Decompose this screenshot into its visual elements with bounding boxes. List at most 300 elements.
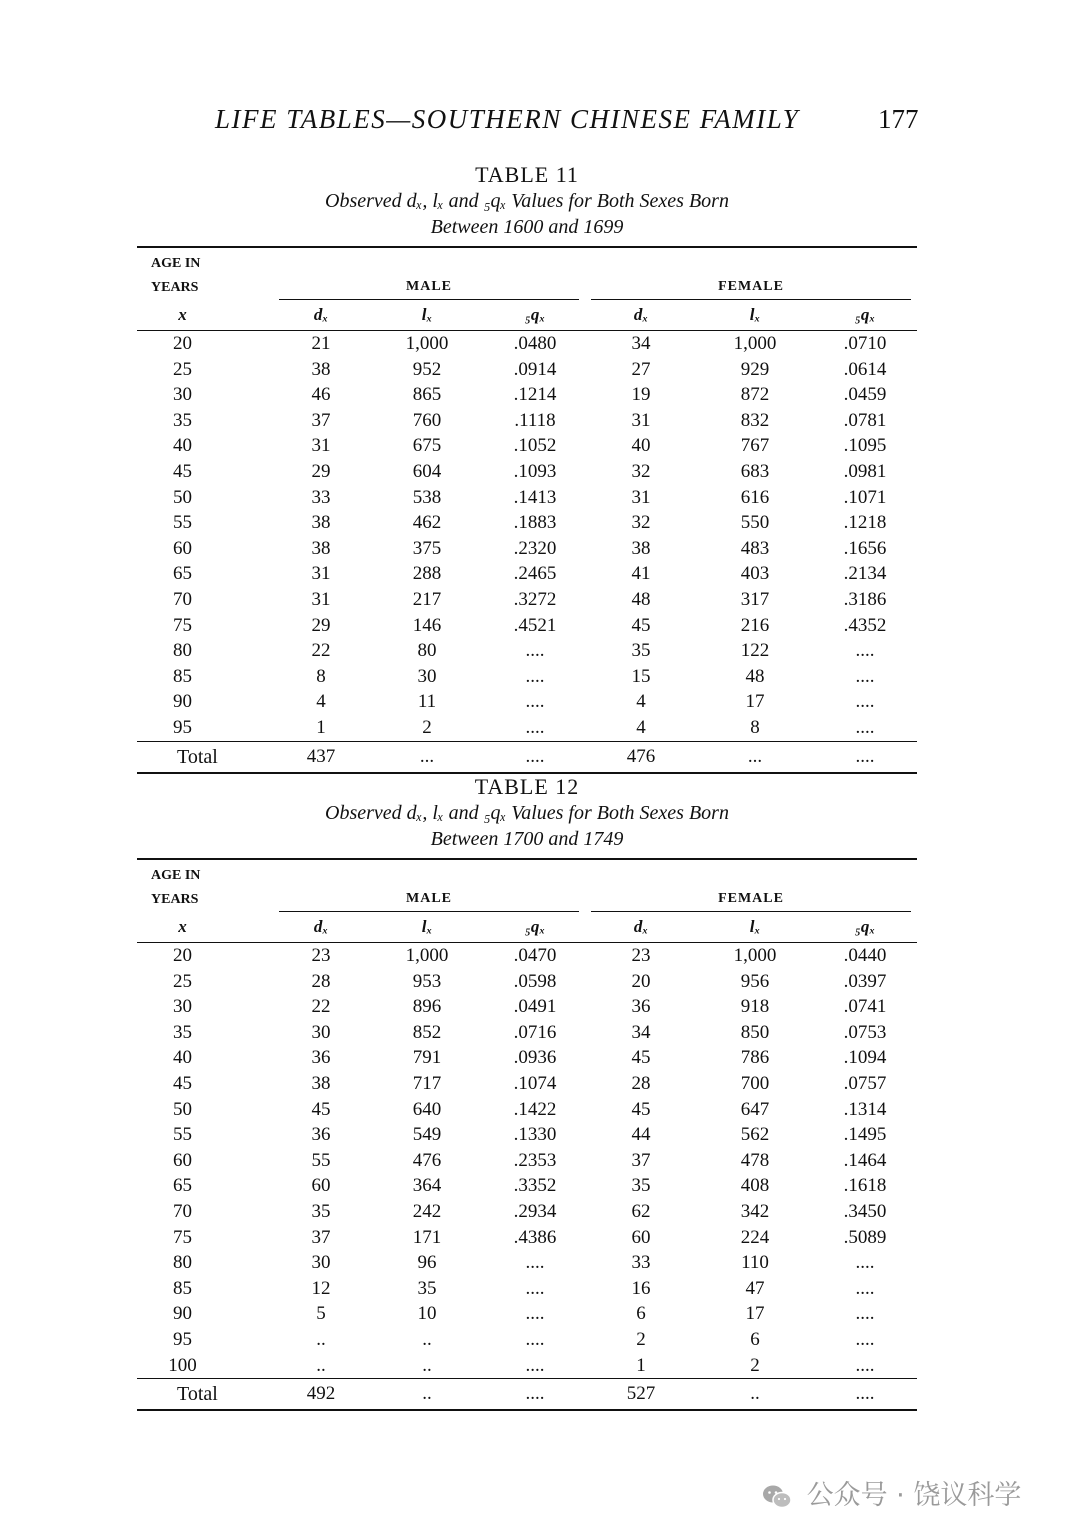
male-q-cell: .... xyxy=(525,665,545,687)
male-q-cell: .4521 xyxy=(513,614,557,636)
female-d-cell: 62 xyxy=(631,1200,651,1222)
female-d-header: dₓ xyxy=(585,912,697,943)
table-12-body xyxy=(137,943,917,1411)
male-q-header: ₅qₓ xyxy=(485,912,585,943)
age-cell: 30 xyxy=(173,384,192,406)
male-q-cell: .1422 xyxy=(513,1098,557,1120)
male-q-cell: .... xyxy=(525,1328,545,1350)
female-d-cell: 34 xyxy=(631,333,651,354)
female-d-cell: 28 xyxy=(631,1072,651,1094)
table-12-caption xyxy=(137,774,917,852)
male-d-cell: 1 xyxy=(316,716,326,738)
age-cell: 65 xyxy=(173,1175,192,1197)
female-d-cell: 34 xyxy=(631,1021,651,1043)
age-header-line2: YEARS xyxy=(151,280,199,295)
male-q-cell: .0914 xyxy=(513,358,557,380)
table-12 xyxy=(137,858,917,1411)
female-q-cell: .1071 xyxy=(843,486,887,508)
female-d-cell: 33 xyxy=(631,1252,651,1274)
female-l-header: lₓ xyxy=(697,300,813,331)
table-row xyxy=(137,943,917,969)
male-q-cell: .0598 xyxy=(513,970,557,992)
female-q-cell: .... xyxy=(855,1328,875,1350)
female-q-cell: .4352 xyxy=(843,614,887,636)
age-header-line1: AGE IN xyxy=(151,256,201,271)
table-row xyxy=(137,1225,917,1251)
male-q-cell: .2353 xyxy=(513,1149,557,1171)
age-cell: 50 xyxy=(173,1098,192,1120)
male-l-cell: 896 xyxy=(412,996,442,1018)
male-d-cell: .. xyxy=(316,1354,326,1376)
age-cell: 80 xyxy=(173,1252,192,1274)
age-cell: 85 xyxy=(173,1277,192,1299)
table-row xyxy=(137,1122,917,1148)
table-row xyxy=(137,1071,917,1097)
female-l-cell: 17 xyxy=(745,1303,765,1325)
female-q-cell: .1464 xyxy=(843,1149,887,1171)
male-l-cell: 35 xyxy=(417,1277,437,1299)
age-cell: 35 xyxy=(173,409,192,431)
male-q-cell: .3272 xyxy=(513,588,557,610)
female-l-cell: 872 xyxy=(740,384,770,406)
table-row xyxy=(137,1020,917,1046)
male-l-cell: 760 xyxy=(412,409,442,431)
male-l-cell: 10 xyxy=(417,1303,437,1325)
total-label: Total xyxy=(137,741,273,773)
female-d-cell: 37 xyxy=(631,1149,651,1171)
female-q-cell: .... xyxy=(855,1354,875,1376)
table-12-label: TABLE 12 xyxy=(474,774,580,799)
male-q-cell: .1883 xyxy=(513,512,557,534)
female-l-cell: 403 xyxy=(740,563,770,585)
female-q-header: ₅qₓ xyxy=(813,912,917,943)
female-l-cell: 408 xyxy=(740,1175,770,1197)
male-l-cell: 717 xyxy=(412,1072,442,1094)
male-l-cell: 953 xyxy=(412,970,442,992)
male-l-cell: 865 xyxy=(412,384,442,406)
male-q-cell: .... xyxy=(525,1252,545,1274)
age-cell: 20 xyxy=(173,945,192,966)
female-q-cell: .3450 xyxy=(843,1200,887,1222)
male-d-cell: 36 xyxy=(311,1124,331,1146)
table-11-subtitle-line1: Observed dₓ, lₓ and ₅qₓ Values for Both Sexes Born xyxy=(325,190,729,212)
table-12-subtitle-line2: Between 1700 and 1749 xyxy=(430,828,624,850)
female-l-cell: 48 xyxy=(745,665,765,687)
male-d-cell: 31 xyxy=(311,563,331,585)
female-q-cell: .0741 xyxy=(843,996,887,1018)
age-var-header: x xyxy=(137,912,273,943)
female-l-cell: 317 xyxy=(740,588,770,610)
male-d-cell: 36 xyxy=(311,1047,331,1069)
table-row xyxy=(137,689,917,715)
female-d-cell: 27 xyxy=(631,358,651,380)
male-d-total: 437 xyxy=(273,741,369,773)
female-q-cell: .0710 xyxy=(843,333,887,354)
table-row xyxy=(137,408,917,434)
female-q-cell: .0981 xyxy=(843,460,887,482)
female-l-cell: 483 xyxy=(740,537,770,559)
age-cell: 35 xyxy=(173,1021,192,1043)
age-cell: 80 xyxy=(173,640,192,662)
male-d-cell: 37 xyxy=(311,1226,331,1248)
male-q-total: .... xyxy=(485,741,585,773)
table-12-block xyxy=(137,774,917,1411)
age-header-line2: YEARS xyxy=(151,892,199,907)
female-d-cell: 2 xyxy=(636,1328,646,1350)
male-q-cell: .1118 xyxy=(514,409,556,431)
female-d-cell: 44 xyxy=(631,1124,651,1146)
page-number: 177 xyxy=(878,104,919,134)
male-d-cell: 29 xyxy=(311,460,331,482)
male-d-cell: 37 xyxy=(311,409,331,431)
female-d-header: dₓ xyxy=(585,300,697,331)
table-row xyxy=(137,459,917,485)
male-l-cell: 242 xyxy=(412,1200,442,1222)
female-l-cell: 647 xyxy=(740,1098,770,1120)
female-l-cell: 47 xyxy=(745,1277,765,1299)
female-l-cell: 700 xyxy=(740,1072,770,1094)
female-l-cell: 616 xyxy=(740,486,770,508)
male-d-header: dₓ xyxy=(273,300,369,331)
male-q-cell: .... xyxy=(525,1277,545,1299)
male-d-cell: 45 xyxy=(311,1098,331,1120)
male-l-cell: 462 xyxy=(412,512,442,534)
female-d-total: 527 xyxy=(585,1379,697,1411)
male-q-cell: .0480 xyxy=(513,333,557,354)
male-d-cell: 8 xyxy=(316,665,326,687)
female-d-cell: 45 xyxy=(631,1047,651,1069)
male-d-cell: 28 xyxy=(311,970,331,992)
female-q-cell: .0397 xyxy=(843,970,887,992)
table-row xyxy=(137,1276,917,1302)
male-q-total: .... xyxy=(485,1379,585,1411)
age-cell: 70 xyxy=(173,588,192,610)
female-q-cell: .0614 xyxy=(843,358,887,380)
female-d-cell: 60 xyxy=(631,1226,651,1248)
male-d-cell: 21 xyxy=(311,333,331,354)
female-l-cell: 918 xyxy=(740,996,770,1018)
male-d-cell: 60 xyxy=(311,1175,331,1197)
female-d-cell: 4 xyxy=(636,716,646,738)
female-l-cell: 929 xyxy=(740,358,770,380)
male-d-cell: 38 xyxy=(311,1072,331,1094)
female-l-cell: 216 xyxy=(740,614,770,636)
table-row xyxy=(137,331,917,357)
female-q-cell: .1314 xyxy=(843,1098,887,1120)
table-row xyxy=(137,1199,917,1225)
male-d-cell: 30 xyxy=(311,1021,331,1043)
age-cell: 55 xyxy=(173,1124,192,1146)
male-d-cell: 38 xyxy=(311,512,331,534)
female-d-cell: 45 xyxy=(631,1098,651,1120)
female-q-cell: .... xyxy=(855,716,875,738)
female-l-cell: 562 xyxy=(740,1124,770,1146)
male-q-cell: .... xyxy=(525,691,545,713)
female-q-cell: .... xyxy=(855,1303,875,1325)
age-cell: 70 xyxy=(173,1200,192,1222)
table-11-subtitle-line2: Between 1600 and 1699 xyxy=(430,216,624,238)
male-l-cell: .. xyxy=(422,1328,432,1350)
male-group-header xyxy=(273,859,585,912)
table-row xyxy=(137,1301,917,1327)
table-row xyxy=(137,382,917,408)
table-row xyxy=(137,1045,917,1071)
watermark xyxy=(762,1473,1021,1513)
age-cell: 65 xyxy=(173,563,192,585)
male-q-cell: .1074 xyxy=(513,1072,557,1094)
table-row xyxy=(137,1148,917,1174)
table-row xyxy=(137,715,917,741)
female-d-cell: 31 xyxy=(631,409,651,431)
female-l-cell: 2 xyxy=(750,1354,760,1376)
male-l-cell: 2 xyxy=(422,716,432,738)
age-cell: 75 xyxy=(173,614,192,636)
male-l-header: lₓ xyxy=(369,300,485,331)
male-label: MALE xyxy=(279,279,579,300)
male-q-cell: .0470 xyxy=(513,945,557,966)
male-l-total: ... xyxy=(369,741,485,773)
female-d-cell: 16 xyxy=(631,1277,651,1299)
female-q-total: .... xyxy=(813,1379,917,1411)
male-l-cell: .. xyxy=(422,1354,432,1376)
age-cell: 90 xyxy=(173,1303,192,1325)
age-cell: 20 xyxy=(173,333,192,354)
male-q-cell: .1214 xyxy=(513,384,557,406)
female-d-cell: 41 xyxy=(631,563,651,585)
male-q-header: ₅qₓ xyxy=(485,300,585,331)
male-l-cell: 604 xyxy=(412,460,442,482)
female-l-cell: 8 xyxy=(750,716,760,738)
male-q-cell: .0716 xyxy=(513,1021,557,1043)
table-row xyxy=(137,536,917,562)
table-row xyxy=(137,1173,917,1199)
female-d-total: 476 xyxy=(585,741,697,773)
table-row xyxy=(137,587,917,613)
male-d-cell: .. xyxy=(316,1328,326,1350)
male-l-cell: 80 xyxy=(417,640,437,662)
table-row xyxy=(137,433,917,459)
male-d-header: dₓ xyxy=(273,912,369,943)
female-l-cell: 6 xyxy=(750,1328,760,1350)
age-cell: 25 xyxy=(173,358,192,380)
female-label: FEMALE xyxy=(591,279,911,300)
female-l-cell: 17 xyxy=(745,691,765,713)
table-row xyxy=(137,357,917,383)
male-l-cell: 1,000 xyxy=(405,333,449,354)
age-var-header: x xyxy=(137,300,273,331)
total-row xyxy=(137,1379,917,1411)
female-l-header: lₓ xyxy=(697,912,813,943)
female-q-cell: .... xyxy=(855,1252,875,1274)
age-header-line1: AGE IN xyxy=(151,868,201,883)
male-q-cell: .2320 xyxy=(513,537,557,559)
female-l-cell: 786 xyxy=(740,1047,770,1069)
female-q-header: ₅qₓ xyxy=(813,300,917,331)
male-l-header: lₓ xyxy=(369,912,485,943)
table-row xyxy=(137,1097,917,1123)
age-cell: 25 xyxy=(173,970,192,992)
female-q-total: .... xyxy=(813,741,917,773)
female-l-cell: 224 xyxy=(740,1226,770,1248)
age-cell: 60 xyxy=(173,1149,192,1171)
female-q-cell: .1218 xyxy=(843,512,887,534)
male-l-cell: 171 xyxy=(412,1226,442,1248)
table-row xyxy=(137,969,917,995)
male-d-cell: 22 xyxy=(311,640,331,662)
table-row xyxy=(137,638,917,664)
female-q-cell: .... xyxy=(855,665,875,687)
female-l-cell: 122 xyxy=(740,640,770,662)
female-q-cell: .... xyxy=(855,640,875,662)
table-row xyxy=(137,1327,917,1353)
female-q-cell: .0757 xyxy=(843,1072,887,1094)
age-header xyxy=(137,247,273,300)
table-row xyxy=(137,1250,917,1276)
female-d-cell: 40 xyxy=(631,435,651,457)
male-l-cell: 146 xyxy=(412,614,442,636)
watermark-text: 公众号 · 饶议科学 xyxy=(806,1480,1022,1511)
male-l-cell: 1,000 xyxy=(405,945,449,966)
female-d-cell: 19 xyxy=(631,384,651,406)
female-d-cell: 36 xyxy=(631,996,651,1018)
female-d-cell: 32 xyxy=(631,512,651,534)
male-l-cell: 952 xyxy=(412,358,442,380)
female-q-cell: .0459 xyxy=(843,384,887,406)
female-d-cell: 35 xyxy=(631,1175,651,1197)
female-q-cell: .1095 xyxy=(843,435,887,457)
table-12-subtitle-line1: Observed dₓ, lₓ and ₅qₓ Values for Both Sexes Born xyxy=(325,802,729,824)
male-q-cell: .1330 xyxy=(513,1124,557,1146)
age-cell: 45 xyxy=(173,1072,192,1094)
table-11-body xyxy=(137,331,917,773)
male-l-cell: 675 xyxy=(412,435,442,457)
male-l-cell: 549 xyxy=(412,1124,442,1146)
female-l-cell: 478 xyxy=(740,1149,770,1171)
table-row xyxy=(137,664,917,690)
male-q-cell: .... xyxy=(525,1303,545,1325)
female-q-cell: .... xyxy=(855,1277,875,1299)
male-group-header xyxy=(273,247,585,300)
age-header xyxy=(137,859,273,912)
male-d-cell: 38 xyxy=(311,537,331,559)
total-row xyxy=(137,741,917,773)
male-l-cell: 476 xyxy=(412,1149,442,1171)
age-cell: 60 xyxy=(173,537,192,559)
male-d-cell: 55 xyxy=(311,1149,331,1171)
male-l-cell: 364 xyxy=(412,1175,442,1197)
female-q-cell: .1495 xyxy=(843,1124,887,1146)
female-l-total: ... xyxy=(697,741,813,773)
male-l-cell: 640 xyxy=(412,1098,442,1120)
male-q-cell: .3352 xyxy=(513,1175,557,1197)
female-q-cell: .... xyxy=(855,691,875,713)
male-d-cell: 5 xyxy=(316,1303,326,1325)
female-d-cell: 4 xyxy=(636,691,646,713)
age-cell: 100 xyxy=(168,1354,197,1376)
age-cell: 50 xyxy=(173,486,192,508)
table-row xyxy=(137,1353,917,1379)
male-d-cell: 38 xyxy=(311,358,331,380)
male-q-cell: .... xyxy=(525,1354,545,1376)
female-l-cell: 1,000 xyxy=(733,945,777,966)
age-cell: 55 xyxy=(173,512,192,534)
male-d-cell: 31 xyxy=(311,588,331,610)
female-l-cell: 342 xyxy=(740,1200,770,1222)
female-l-cell: 832 xyxy=(740,409,770,431)
female-l-cell: 850 xyxy=(740,1021,770,1043)
male-d-cell: 33 xyxy=(311,486,331,508)
male-l-cell: 375 xyxy=(412,537,442,559)
male-l-cell: 538 xyxy=(412,486,442,508)
female-group-header xyxy=(585,247,917,300)
female-l-cell: 550 xyxy=(740,512,770,534)
table-row xyxy=(137,613,917,639)
table-11-block xyxy=(137,162,917,774)
age-cell: 95 xyxy=(173,716,192,738)
male-q-cell: .... xyxy=(525,716,545,738)
age-cell: 45 xyxy=(173,460,192,482)
age-cell: 40 xyxy=(173,435,192,457)
male-d-cell: 12 xyxy=(311,1277,331,1299)
female-l-cell: 110 xyxy=(741,1252,769,1274)
male-d-cell: 22 xyxy=(311,996,331,1018)
female-d-cell: 48 xyxy=(631,588,651,610)
male-l-cell: 791 xyxy=(412,1047,442,1069)
male-q-cell: .1093 xyxy=(513,460,557,482)
table-11-caption xyxy=(137,162,917,240)
female-d-cell: 38 xyxy=(631,537,651,559)
male-d-cell: 30 xyxy=(311,1252,331,1274)
male-l-cell: 30 xyxy=(417,665,437,687)
female-l-cell: 1,000 xyxy=(733,333,777,354)
male-q-cell: .2465 xyxy=(513,563,557,585)
male-l-cell: 852 xyxy=(412,1021,442,1043)
female-d-cell: 32 xyxy=(631,460,651,482)
female-q-cell: .1656 xyxy=(843,537,887,559)
table-11-label: TABLE 11 xyxy=(475,162,579,187)
table-row xyxy=(137,561,917,587)
table-row xyxy=(137,485,917,511)
female-d-cell: 6 xyxy=(636,1303,646,1325)
female-q-cell: .1618 xyxy=(843,1175,887,1197)
male-d-cell: 29 xyxy=(311,614,331,636)
female-q-cell: .1094 xyxy=(843,1047,887,1069)
male-d-cell: 23 xyxy=(311,945,331,966)
female-l-cell: 956 xyxy=(740,970,770,992)
female-d-cell: 23 xyxy=(631,945,651,966)
table-row xyxy=(137,510,917,536)
age-cell: 95 xyxy=(173,1328,192,1350)
male-q-cell: .0491 xyxy=(513,996,557,1018)
male-d-cell: 35 xyxy=(311,1200,331,1222)
female-q-cell: .2134 xyxy=(843,563,887,585)
female-label: FEMALE xyxy=(591,891,911,912)
female-d-cell: 15 xyxy=(631,665,651,687)
male-q-cell: .2934 xyxy=(513,1200,557,1222)
female-d-cell: 1 xyxy=(636,1354,646,1376)
female-d-cell: 31 xyxy=(631,486,651,508)
male-d-cell: 31 xyxy=(311,435,331,457)
female-l-cell: 767 xyxy=(740,435,770,457)
male-l-total: .. xyxy=(369,1379,485,1411)
male-d-total: 492 xyxy=(273,1379,369,1411)
age-cell: 75 xyxy=(173,1226,192,1248)
male-q-cell: .... xyxy=(525,640,545,662)
total-label: Total xyxy=(137,1379,273,1411)
male-d-cell: 4 xyxy=(316,691,326,713)
female-q-cell: .0753 xyxy=(843,1021,887,1043)
age-cell: 90 xyxy=(173,691,192,713)
